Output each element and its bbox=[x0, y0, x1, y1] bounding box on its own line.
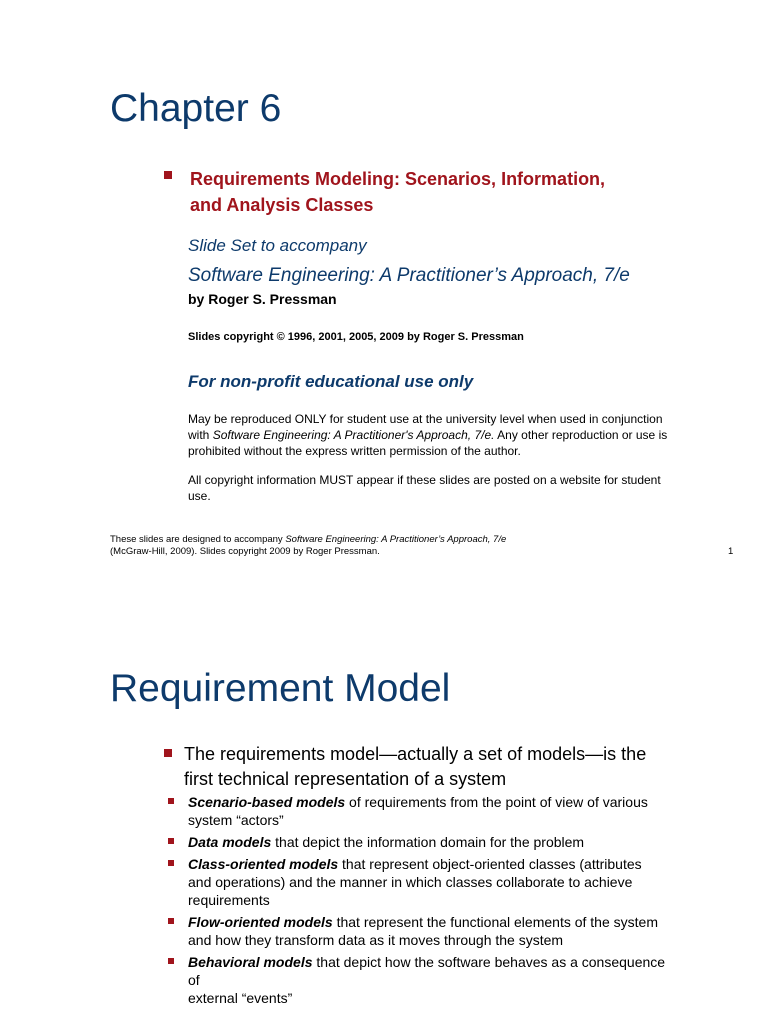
main-bullet bbox=[184, 742, 646, 792]
reproduction-notice bbox=[188, 411, 733, 459]
item-line: external “events” bbox=[188, 990, 293, 1006]
item-line bbox=[188, 913, 733, 931]
item-term: Class-oriented models bbox=[188, 856, 339, 872]
bullet-square-icon bbox=[168, 958, 174, 964]
footer-line: (McGraw-Hill, 2009). Slides copyright 2009 by Roger Pressman. bbox=[110, 546, 380, 557]
notice-line: All copyright information MUST appear if these slides are posted on a website for student bbox=[188, 473, 661, 487]
footer-book-title: Software Engineering: A Practitioner’s Approach, 7/e bbox=[285, 534, 507, 545]
book-title: Software Engineering: A Practitioner’s Approach, 7/e bbox=[188, 265, 630, 286]
slide-set-text: Slide Set to accompany bbox=[188, 236, 367, 255]
nonprofit-notice: For non-profit educational use only bbox=[188, 372, 474, 391]
footer-line bbox=[110, 534, 506, 546]
item-line: system “actors” bbox=[188, 812, 284, 828]
list-item bbox=[188, 833, 733, 851]
item-line bbox=[188, 953, 733, 971]
page-number: 1 bbox=[728, 546, 734, 557]
notice-line: prohibited without the express written permission of the author. bbox=[188, 444, 521, 458]
item-text: that represent the functional elements of the system bbox=[332, 914, 658, 930]
bullet-square-icon bbox=[164, 171, 172, 179]
notice-text: with bbox=[188, 428, 213, 442]
slide-title: Requirement Model bbox=[110, 667, 451, 710]
item-text: of requirements from the point of view of various bbox=[345, 794, 648, 810]
notice-line: May be reproduced ONLY for student use at the university level when used in conjunction bbox=[188, 412, 663, 426]
item-line: and how they transform data as it moves through the system bbox=[188, 932, 564, 948]
copyright-line: Slides copyright © 1996, 2001, 2005, 2009 by Roger S. Pressman bbox=[188, 331, 524, 343]
item-line bbox=[188, 793, 733, 811]
item-line: and operations) and the manner in which classes collaborate to achieve bbox=[188, 874, 633, 890]
bullet-square-icon bbox=[168, 798, 174, 804]
subtitle-line: Requirements Modeling: Scenarios, Information, bbox=[190, 169, 606, 189]
item-text: that depict the information domain for the problem bbox=[271, 834, 585, 850]
copyright-info-notice bbox=[188, 472, 733, 504]
item-term: Behavioral models bbox=[188, 954, 313, 970]
item-term: Scenario-based models bbox=[188, 794, 346, 810]
bullet-square-icon bbox=[168, 838, 174, 844]
bullet-square-icon bbox=[164, 749, 172, 757]
slide-subtitle bbox=[190, 166, 605, 218]
item-term: Flow-oriented models bbox=[188, 914, 333, 930]
list-item bbox=[188, 953, 733, 1007]
list-item bbox=[188, 913, 733, 949]
slide-title: Chapter 6 bbox=[110, 87, 282, 130]
notice-line: use. bbox=[188, 489, 211, 503]
subtitle-line: and Analysis Classes bbox=[190, 195, 374, 215]
notice-line bbox=[188, 427, 733, 443]
item-line: of bbox=[188, 972, 200, 988]
notice-book-title: Software Engineering: A Practitioner's Approach, 7/e. bbox=[212, 428, 495, 442]
item-text: that represent object-oriented classes (attributes bbox=[338, 856, 642, 872]
bullet-line: first technical representation of a system bbox=[184, 769, 507, 789]
footer-text: These slides are designed to accompany bbox=[110, 534, 286, 545]
bullet-line: The requirements model—actually a set of models—is the bbox=[184, 744, 647, 764]
bullet-square-icon bbox=[168, 860, 174, 866]
slide-footer bbox=[110, 534, 506, 558]
list-item bbox=[188, 855, 733, 909]
item-line bbox=[188, 833, 733, 851]
notice-text: Any other reproduction or use is bbox=[494, 428, 668, 442]
item-term: Data models bbox=[188, 834, 272, 850]
author-line: by Roger S. Pressman bbox=[188, 291, 337, 307]
item-line: requirements bbox=[188, 892, 270, 908]
list-item bbox=[188, 793, 733, 829]
bullet-square-icon bbox=[168, 918, 174, 924]
item-line bbox=[188, 855, 733, 873]
item-text: that depict how the software behaves as a consequence bbox=[312, 954, 666, 970]
